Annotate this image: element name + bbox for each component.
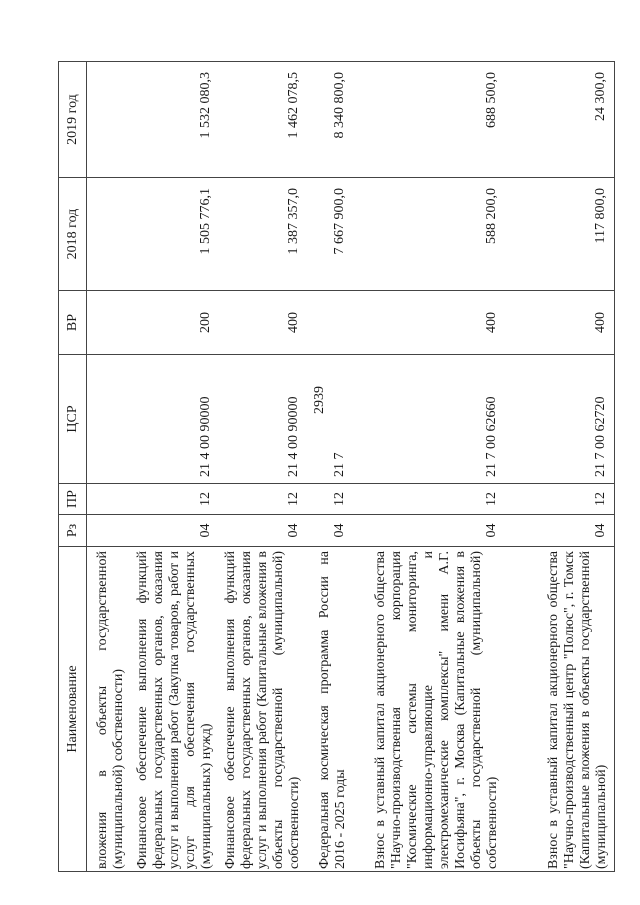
row-name: Взнос в уставный капитал акционерного общества "Научно-производственный центр "Полюс", г. Томск (Капитальные вложения в объекты государственной (муниципальной) [505, 547, 615, 872]
row-2019: 688 500,0 [353, 62, 505, 178]
row-csr: 21 7 00 62660 [353, 355, 505, 484]
header-csr: ЦСР [59, 355, 87, 484]
row-rz: 04 [219, 515, 307, 547]
row-2018: 1 387 357,0 [219, 178, 307, 291]
table-row [353, 62, 505, 872]
row-2019: 8 340 800,0 [307, 62, 353, 178]
table-row [219, 62, 307, 872]
header-name: Наименование [59, 547, 87, 872]
row-name: Финансовое обеспечение выполнения функций федеральных государственных органов, оказания услуг и выполнения работ (Капитальные вложения в объекты государственной (муниципальной) собственности) [219, 547, 307, 872]
header-pr: ПР [59, 484, 87, 515]
row-2019: 1 462 078,5 [219, 62, 307, 178]
row-2019 [87, 62, 131, 178]
header-2019: 2019 год [59, 62, 87, 178]
row-2018: 7 667 900,0 [307, 178, 353, 291]
header-2018: 2018 год [59, 178, 87, 291]
row-pr: 12 [219, 484, 307, 515]
row-csr: 21 4 00 90000 [219, 355, 307, 484]
row-name: Взнос в уставный капитал акционерного общества "Научно-производственная корпорация "Космические системы мониторинга, информационно-управляющие и электромеханические комплексы" имени А.Г. Иосифьяна", г. Москва (Капитальные вложения в объекты государственной (муниципальной) собственности) [353, 547, 505, 872]
row-rz: 04 [353, 515, 505, 547]
row-csr: 21 4 00 90000 [131, 355, 219, 484]
row-2018 [87, 178, 131, 291]
table-row [87, 62, 131, 872]
row-pr: 12 [505, 484, 615, 515]
row-csr [87, 355, 131, 484]
row-csr: 21 7 00 62720 [505, 355, 615, 484]
row-vr [87, 291, 131, 355]
row-vr: 400 [219, 291, 307, 355]
row-2018: 1 505 776,1 [131, 178, 219, 291]
row-name: Финансовое обеспечение выполнения функций федеральных государственных органов, оказания услуг и выполнения работ (Закупка товаров, работ и услуг для обеспечения государственных (муниципальных) нужд) [131, 547, 219, 872]
header-vr: ВР [59, 291, 87, 355]
row-rz: 04 [131, 515, 219, 547]
row-pr [87, 484, 131, 515]
table-header-row [59, 62, 87, 872]
table-row [505, 62, 615, 872]
row-pr: 12 [353, 484, 505, 515]
row-2019: 24 300,0 [505, 62, 615, 178]
row-pr: 12 [131, 484, 219, 515]
row-vr: 400 [505, 291, 615, 355]
row-vr [307, 291, 353, 355]
row-2018: 588 200,0 [353, 178, 505, 291]
budget-table [58, 61, 615, 872]
budget-table-container [58, 62, 614, 872]
page-number: 2939 [312, 386, 327, 414]
row-vr: 200 [131, 291, 219, 355]
row-rz: 04 [505, 515, 615, 547]
row-vr: 400 [353, 291, 505, 355]
row-rz [87, 515, 131, 547]
row-rz: 04 [307, 515, 353, 547]
table-row [307, 62, 353, 872]
row-name: Федеральная космическая программа России на 2016 - 2025 годы [307, 547, 353, 872]
row-csr: 21 7 [307, 355, 353, 484]
row-name: вложения в объекты государственной (муниципальной) собственности) [87, 547, 131, 872]
header-rz: Рз [59, 515, 87, 547]
row-2018: 117 800,0 [505, 178, 615, 291]
row-pr: 12 [307, 484, 353, 515]
table-row [131, 62, 219, 872]
row-2019: 1 532 080,3 [131, 62, 219, 178]
